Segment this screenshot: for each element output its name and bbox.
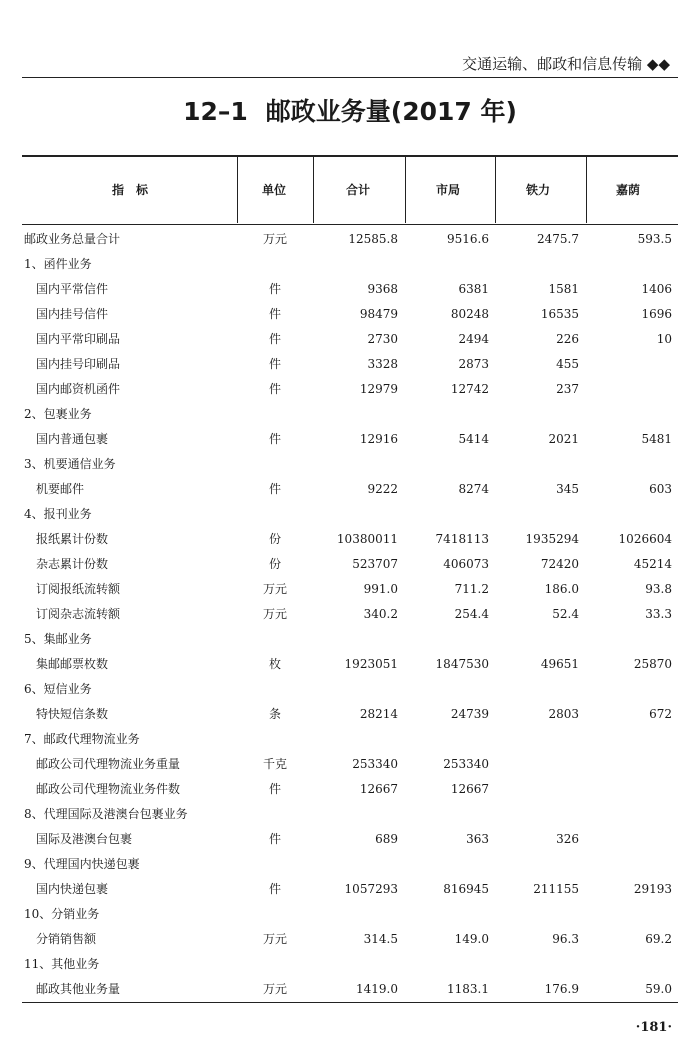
header-divider — [405, 157, 406, 223]
table-row — [0, 552, 700, 577]
row-jiayin-value: 1406 — [641, 282, 672, 296]
table-row — [0, 227, 700, 252]
row-unit — [237, 627, 313, 652]
row-jiayin-value: 672 — [649, 707, 672, 721]
row-total-value: 523707 — [352, 557, 398, 571]
row-total-value: 10380011 — [336, 532, 398, 546]
table-row — [0, 677, 700, 702]
row-category-name: 7、邮政代理物流业务 — [24, 732, 140, 746]
row-city-bureau-value: 1847530 — [435, 657, 489, 671]
row-unit: 件 — [268, 782, 281, 796]
row-item-name: 国内普通包裹 — [36, 432, 109, 446]
row-tieli-value: 326 — [556, 832, 579, 846]
table-row — [0, 377, 700, 402]
header-indicator: 指 标 — [112, 183, 149, 197]
table-row — [0, 352, 700, 377]
row-item-name: 国内邮资机函件 — [36, 382, 121, 396]
header-total: 合计 — [346, 183, 371, 197]
row-unit: 万元 — [262, 232, 287, 246]
row-tieli-value: 96.3 — [552, 932, 579, 946]
header-city-bureau: 市局 — [436, 183, 461, 197]
row-category-name: 4、报刊业务 — [24, 507, 92, 521]
row-tieli-value: 16535 — [540, 307, 579, 321]
row-category-name: 11、其他业务 — [24, 957, 100, 971]
row-tieli-value: 226 — [556, 332, 579, 346]
row-category-name: 10、分销业务 — [24, 907, 100, 921]
row-jiayin-value: 59.0 — [645, 982, 672, 996]
row-total-value: 28214 — [359, 707, 398, 721]
row-tieli-value: 49651 — [540, 657, 579, 671]
row-item-name: 特快短信条数 — [36, 707, 109, 721]
table-row — [0, 752, 700, 777]
table-row — [0, 477, 700, 502]
row-item-name: 邮政公司代理物流业务件数 — [36, 782, 181, 796]
row-jiayin-value: 1026604 — [618, 532, 672, 546]
row-city-bureau-value: 5414 — [458, 432, 489, 446]
row-total-value: 340.2 — [363, 607, 398, 621]
table-row — [0, 777, 700, 802]
row-total-value: 12585.8 — [348, 232, 398, 246]
table-row — [0, 802, 700, 827]
row-jiayin-value: 69.2 — [645, 932, 672, 946]
row-category-name: 5、集邮业务 — [24, 632, 92, 646]
row-item-name: 邮政公司代理物流业务重量 — [36, 757, 181, 771]
table-bottom-rule — [22, 1002, 678, 1003]
row-city-bureau-value: 7418113 — [435, 532, 489, 546]
row-total-value: 12667 — [359, 782, 398, 796]
row-tieli-value: 186.0 — [544, 582, 579, 596]
row-tieli-value: 52.4 — [552, 607, 579, 621]
row-city-bureau-value: 254.4 — [454, 607, 489, 621]
row-city-bureau-value: 2873 — [458, 357, 489, 371]
row-unit — [237, 502, 313, 527]
row-jiayin-value: 593.5 — [637, 232, 672, 246]
row-item-name: 邮政其他业务量 — [36, 982, 121, 996]
table-row — [0, 602, 700, 627]
row-item-name: 国内快递包裹 — [36, 882, 109, 896]
row-item-name: 订阅报纸流转额 — [36, 582, 121, 596]
row-city-bureau-value: 149.0 — [454, 932, 489, 946]
row-city-bureau-value: 12667 — [450, 782, 489, 796]
row-total-value: 1057293 — [344, 882, 398, 896]
table-row — [0, 877, 700, 902]
row-category-name: 1、函件业务 — [24, 257, 92, 271]
row-category-name: 9、代理国内快递包裹 — [24, 857, 140, 871]
row-tieli-value: 1935294 — [525, 532, 579, 546]
row-unit — [237, 952, 313, 977]
row-total-value: 1923051 — [344, 657, 398, 671]
row-city-bureau-value: 711.2 — [454, 582, 489, 596]
row-tieli-value: 72420 — [540, 557, 579, 571]
table-title — [0, 92, 700, 128]
row-unit: 件 — [268, 307, 281, 321]
table-row — [0, 952, 700, 977]
row-total-value: 9222 — [367, 482, 398, 496]
row-tieli-value: 176.9 — [544, 982, 579, 996]
row-category-name: 8、代理国际及港澳台包裹业务 — [24, 807, 188, 821]
row-category-name: 6、短信业务 — [24, 682, 92, 696]
table-row — [0, 627, 700, 652]
row-jiayin-value: 10 — [656, 332, 672, 346]
table-row — [0, 727, 700, 752]
running-head: 交通运输、邮政和信息传输 ◆◆ — [462, 55, 670, 73]
header-jiayin: 嘉荫 — [616, 183, 641, 197]
row-unit: 枚 — [268, 657, 281, 671]
row-jiayin-value: 45214 — [633, 557, 672, 571]
row-total-value: 98479 — [359, 307, 398, 321]
header-tieli: 铁力 — [526, 183, 551, 197]
row-unit: 件 — [268, 282, 281, 296]
row-item-name: 报纸累计份数 — [36, 532, 109, 546]
row-total-value: 3328 — [367, 357, 398, 371]
header-divider — [586, 157, 587, 223]
row-total-value: 1419.0 — [356, 982, 398, 996]
row-tieli-value: 2475.7 — [537, 232, 579, 246]
row-total-value: 12979 — [359, 382, 398, 396]
table-row — [0, 527, 700, 552]
row-city-bureau-value: 253340 — [443, 757, 489, 771]
row-total-value: 689 — [375, 832, 398, 846]
row-city-bureau-value: 406073 — [443, 557, 489, 571]
row-unit: 件 — [268, 332, 281, 346]
header-divider — [237, 157, 238, 223]
header-unit: 单位 — [262, 183, 287, 197]
row-total-value: 2730 — [367, 332, 398, 346]
row-item-name: 国内挂号印刷品 — [36, 357, 121, 371]
row-unit — [237, 452, 313, 477]
row-unit — [237, 727, 313, 752]
row-item-name: 国内挂号信件 — [36, 307, 109, 321]
table-row — [0, 927, 700, 952]
row-tieli-value: 1581 — [548, 282, 579, 296]
row-item-name: 国内平常信件 — [36, 282, 109, 296]
row-city-bureau-value: 6381 — [458, 282, 489, 296]
row-unit: 份 — [268, 557, 281, 571]
row-tieli-value: 345 — [556, 482, 579, 496]
table-row — [0, 402, 700, 427]
table-row — [0, 977, 700, 1002]
row-city-bureau-value: 816945 — [443, 882, 489, 896]
row-item-name: 分销销售额 — [36, 932, 97, 946]
row-city-bureau-value: 363 — [466, 832, 489, 846]
row-unit — [237, 802, 313, 827]
row-total-value: 9368 — [367, 282, 398, 296]
row-category-name: 2、包裹业务 — [24, 407, 92, 421]
row-tieli-value: 455 — [556, 357, 579, 371]
row-tieli-value: 2803 — [548, 707, 579, 721]
row-tieli-value: 2021 — [548, 432, 579, 446]
row-unit: 万元 — [262, 582, 287, 596]
row-city-bureau-value: 80248 — [450, 307, 489, 321]
row-unit — [237, 677, 313, 702]
row-item-name: 订阅杂志流转额 — [36, 607, 121, 621]
row-item-name: 杂志累计份数 — [36, 557, 109, 571]
row-item-name: 机要邮件 — [36, 482, 85, 496]
table-row — [0, 277, 700, 302]
table-row — [0, 302, 700, 327]
row-unit: 万元 — [262, 932, 287, 946]
table-row — [0, 852, 700, 877]
row-unit — [237, 852, 313, 877]
row-unit — [237, 402, 313, 427]
row-city-bureau-value: 9516.6 — [447, 232, 489, 246]
row-unit — [237, 252, 313, 277]
row-unit — [237, 902, 313, 927]
table-row — [0, 577, 700, 602]
row-item-name: 国内平常印刷品 — [36, 332, 121, 346]
row-total-value: 314.5 — [363, 932, 398, 946]
table-row — [0, 327, 700, 352]
row-tieli-value: 237 — [556, 382, 579, 396]
row-unit: 件 — [268, 382, 281, 396]
row-unit: 件 — [268, 357, 281, 371]
header-divider — [313, 157, 314, 223]
table-row — [0, 902, 700, 927]
row-city-bureau-value: 2494 — [458, 332, 489, 346]
row-category-name: 邮政业务总量合计 — [24, 232, 121, 246]
row-tieli-value: 211155 — [533, 882, 579, 896]
row-item-name: 集邮邮票枚数 — [36, 657, 109, 671]
row-unit: 条 — [268, 707, 281, 721]
row-unit: 万元 — [262, 982, 287, 996]
row-unit: 份 — [268, 532, 281, 546]
row-unit: 件 — [268, 432, 281, 446]
table-row — [0, 702, 700, 727]
row-total-value: 991.0 — [363, 582, 398, 596]
table-number: 12–1 — [183, 97, 248, 126]
row-unit: 件 — [268, 482, 281, 496]
row-city-bureau-value: 12742 — [450, 382, 489, 396]
table-row — [0, 652, 700, 677]
header-bottom-rule — [22, 224, 678, 225]
row-jiayin-value: 29193 — [633, 882, 672, 896]
table-row — [0, 252, 700, 277]
row-jiayin-value: 25870 — [633, 657, 672, 671]
row-city-bureau-value: 8274 — [458, 482, 489, 496]
row-jiayin-value: 1696 — [641, 307, 672, 321]
row-total-value: 253340 — [352, 757, 398, 771]
table-row — [0, 827, 700, 852]
row-unit: 万元 — [262, 607, 287, 621]
row-city-bureau-value: 1183.1 — [447, 982, 489, 996]
row-unit: 件 — [268, 882, 281, 896]
row-jiayin-value: 93.8 — [645, 582, 672, 596]
row-unit: 千克 — [262, 757, 287, 771]
table-row — [0, 427, 700, 452]
header-rule — [22, 77, 678, 78]
table-row — [0, 502, 700, 527]
row-category-name: 3、机要通信业务 — [24, 457, 116, 471]
table-title-text: 邮政业务量(2017 年) — [265, 97, 517, 126]
row-unit: 件 — [268, 832, 281, 846]
row-item-name: 国际及港澳台包裹 — [36, 832, 133, 846]
header-divider — [495, 157, 496, 223]
page-number: ·181· — [635, 1020, 672, 1035]
row-jiayin-value: 603 — [649, 482, 672, 496]
row-jiayin-value: 5481 — [641, 432, 672, 446]
row-jiayin-value: 33.3 — [645, 607, 672, 621]
row-total-value: 12916 — [359, 432, 398, 446]
table-row — [0, 452, 700, 477]
row-city-bureau-value: 24739 — [450, 707, 489, 721]
